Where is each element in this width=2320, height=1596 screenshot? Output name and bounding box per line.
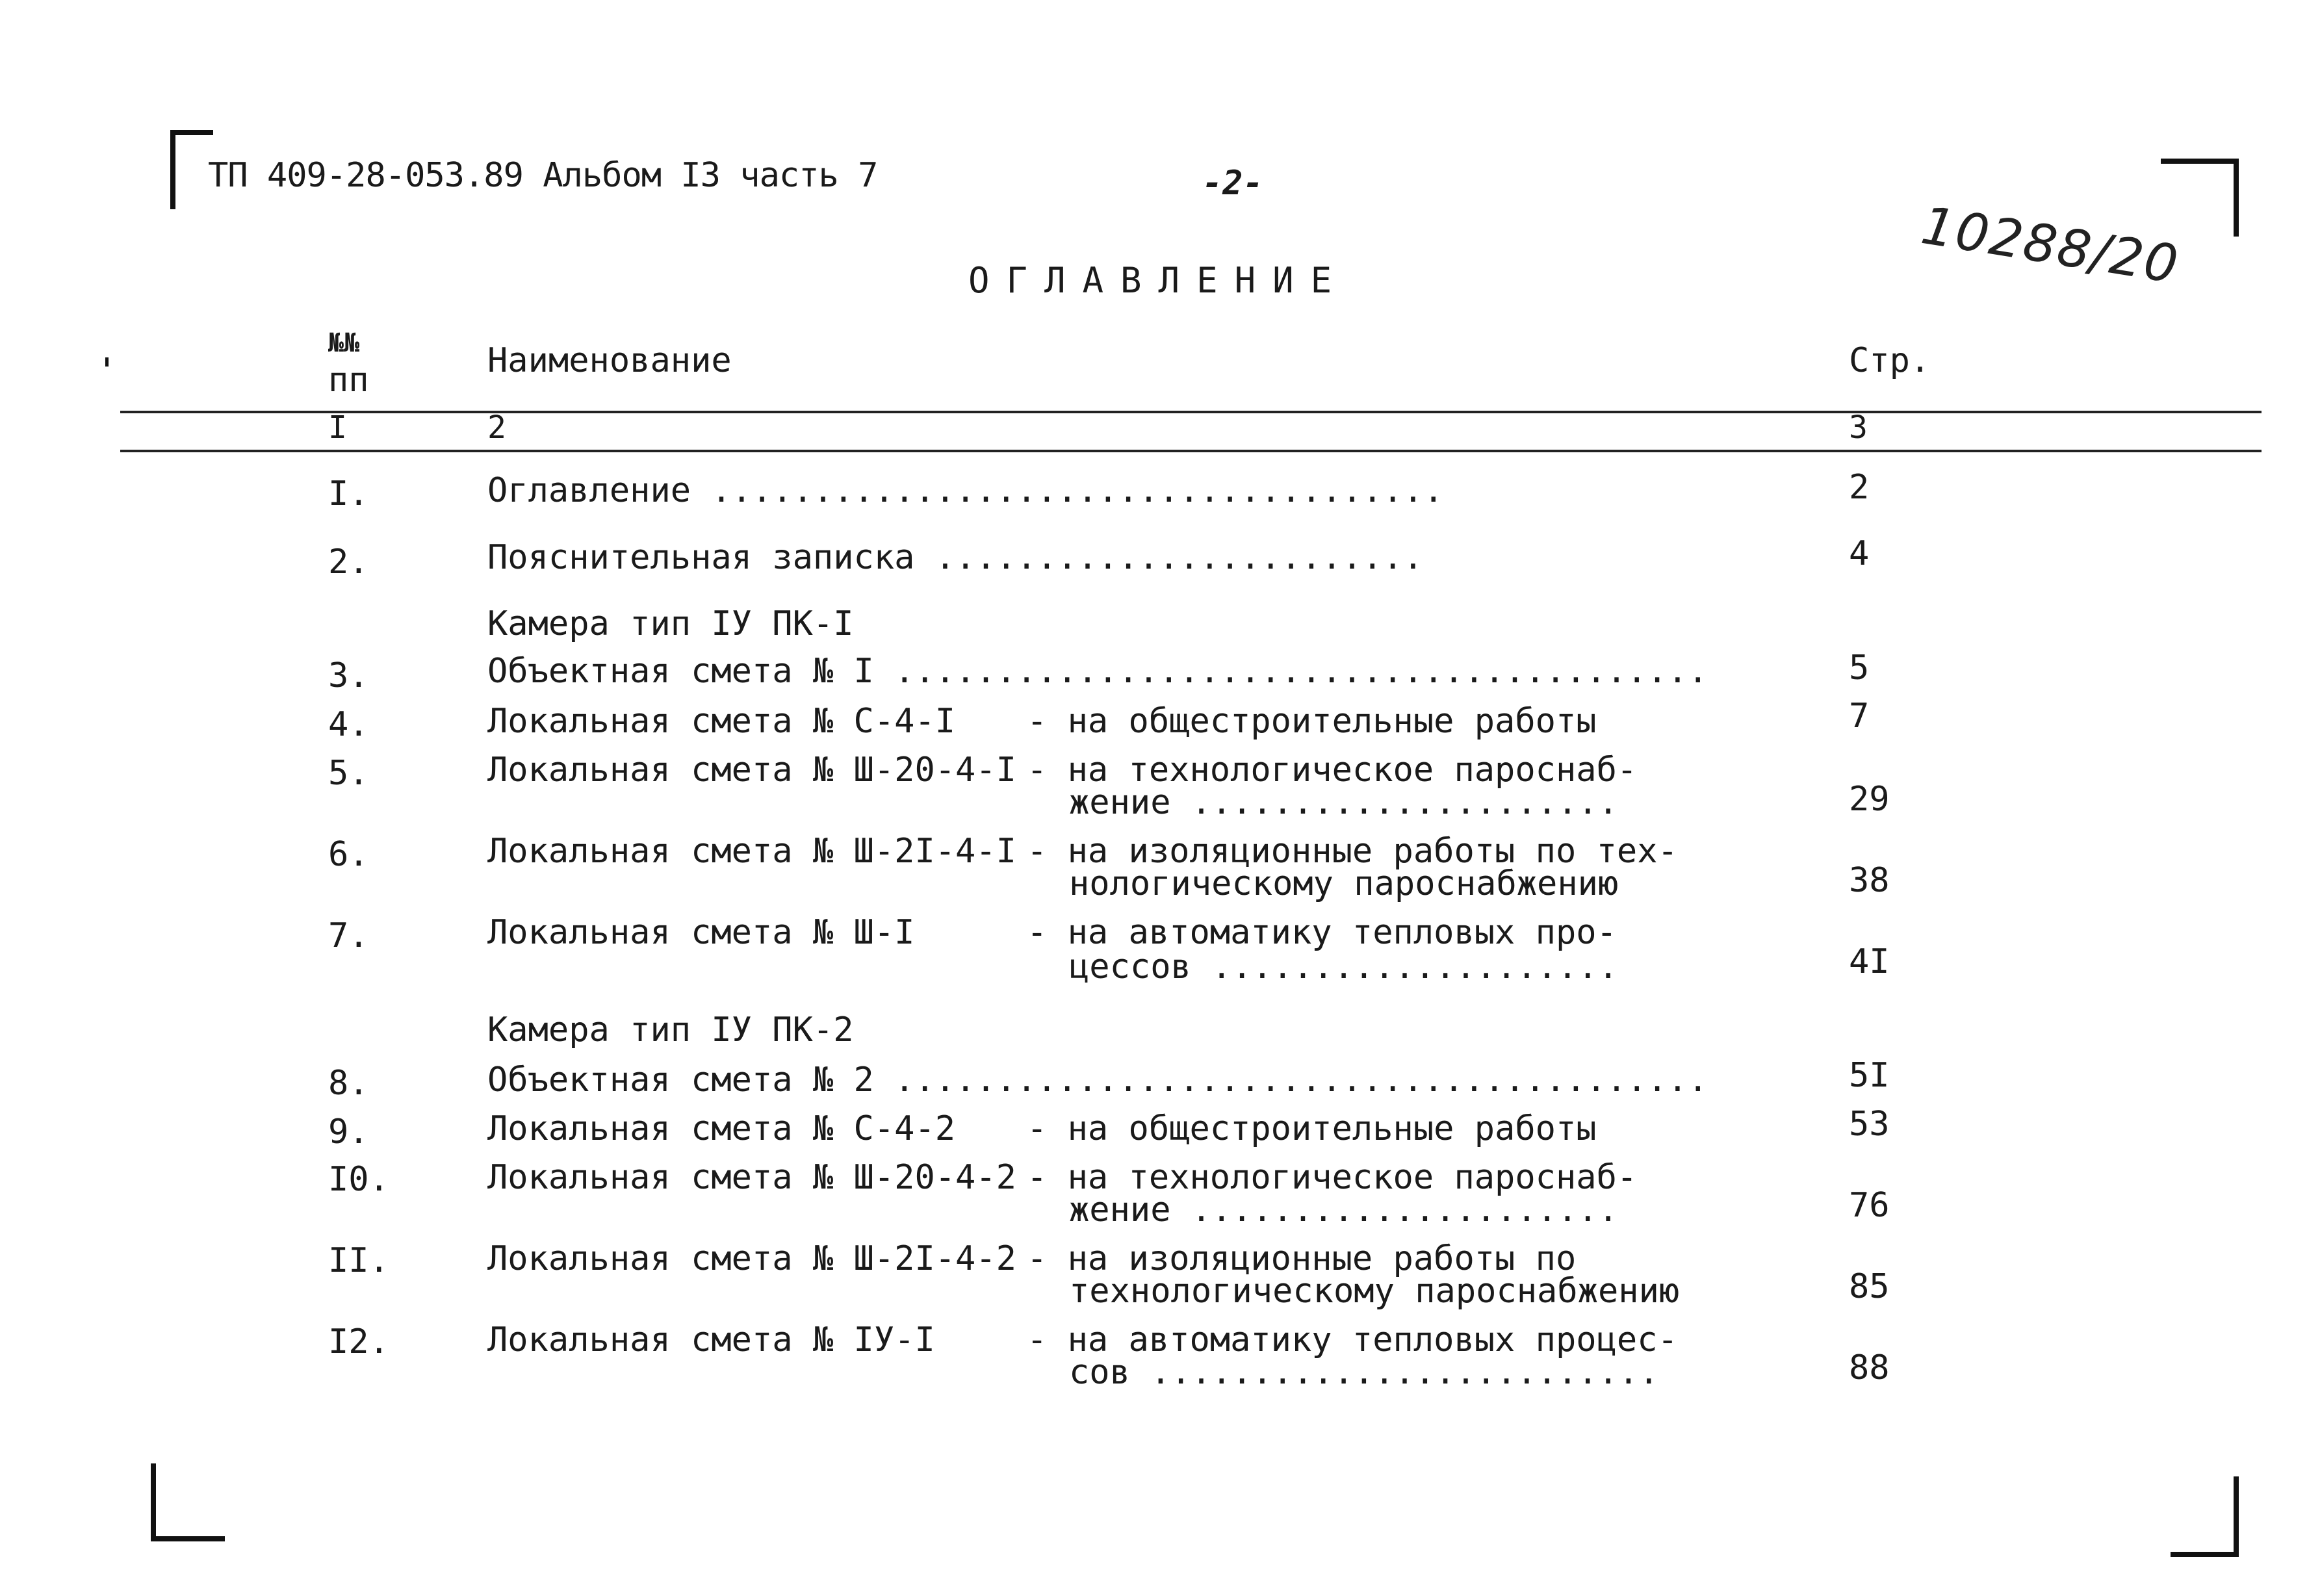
toc-row-text: Пояснительная записка ........................ xyxy=(487,538,1424,577)
toc-row-description-continued: нологическому пароснабжению xyxy=(1069,864,1619,903)
toc-row-page: 88 xyxy=(1849,1348,1890,1387)
toc-row-text: Объектная смета № 2 ........................................ xyxy=(487,1061,1708,1100)
toc-row-description-continued: технологическому пароснабжению xyxy=(1069,1272,1680,1311)
toc-row-description: - на автоматику тепловых процес- xyxy=(1027,1320,1678,1359)
toc-row-number: 5. xyxy=(328,754,369,793)
toc-row-page: 76 xyxy=(1849,1186,1890,1225)
toc-row-description: - на общестроительные работы xyxy=(1027,1109,1597,1148)
section-title: Камера тип IУ ПК-I xyxy=(487,604,854,643)
crop-mark-bottom-right-vertical xyxy=(2234,1476,2239,1557)
toc-row-number: 8. xyxy=(328,1064,369,1103)
toc-row-number: I. xyxy=(328,474,369,513)
toc-row-description: - на технологическое пароснаб- xyxy=(1027,1158,1638,1197)
toc-row-text: Локальная смета № Ш-20-4-I xyxy=(487,751,1016,790)
toc-row-description: - на общестроительные работы xyxy=(1027,702,1597,741)
toc-row-description: - на технологическое пароснаб- xyxy=(1027,751,1638,790)
toc-row-text: Локальная смета № Ш-2I-4-I xyxy=(487,832,1016,871)
toc-row-description: - на автоматику тепловых про- xyxy=(1027,913,1617,952)
toc-row-page: 4I xyxy=(1849,942,1890,981)
column-header-page: Стр. xyxy=(1849,341,1931,380)
column-index-name: 2 xyxy=(487,409,506,446)
toc-row-description-continued: цессов .................... xyxy=(1069,947,1619,986)
toc-row-text: Локальная смета № Ш-2I-4-2 xyxy=(487,1239,1016,1278)
toc-row-text: Локальная смета № С-4-I xyxy=(487,702,956,741)
toc-row-page: 4 xyxy=(1849,534,1870,573)
toc-row-number: 6. xyxy=(328,835,369,874)
toc-row-description: - на изоляционные работы по тех- xyxy=(1027,832,1678,871)
table-rule-top xyxy=(120,411,2262,413)
column-index-number: I xyxy=(328,409,347,446)
page-number: -2- xyxy=(1202,164,1263,203)
toc-row-text: Объектная смета № I ........................................ xyxy=(487,652,1708,691)
handwritten-inventory-number: 10288/20 xyxy=(1917,195,2184,296)
column-index-page: 3 xyxy=(1849,409,1868,446)
toc-row-page: 29 xyxy=(1849,780,1890,819)
crop-mark-top-right-horizontal xyxy=(2161,159,2239,164)
crop-mark-top-left-horizontal xyxy=(170,130,213,135)
column-header-number-top: №№ xyxy=(328,328,360,358)
document-code: ТП 409-28-053.89 Альбом I3 часть 7 xyxy=(208,156,878,195)
toc-row-number: I0. xyxy=(328,1160,389,1199)
toc-row-text: Оглавление .................................... xyxy=(487,471,1444,510)
column-header-number-bottom: пп xyxy=(328,361,369,400)
toc-row-page: 2 xyxy=(1849,468,1870,507)
crop-mark-top-right-vertical xyxy=(2234,159,2239,237)
toc-row-number: 7. xyxy=(328,916,369,955)
toc-row-number: 9. xyxy=(328,1113,369,1152)
toc-row-number: 3. xyxy=(328,656,369,695)
toc-row-page: 5 xyxy=(1849,649,1870,688)
section-title: Камера тип IУ ПК-2 xyxy=(487,1010,854,1049)
toc-row-number: 4. xyxy=(328,705,369,744)
toc-row-number: I2. xyxy=(328,1322,389,1361)
page-title: ОГЛАВЛЕНИЕ xyxy=(968,260,1349,301)
toc-row-page: 85 xyxy=(1849,1267,1890,1306)
table-rule-bottom xyxy=(120,450,2262,452)
toc-row-description-continued: сов ......................... xyxy=(1069,1353,1659,1392)
toc-row-page: 7 xyxy=(1849,697,1870,736)
toc-row-description: - на изоляционные работы по xyxy=(1027,1239,1577,1278)
toc-row-page: 5I xyxy=(1849,1056,1890,1095)
crop-mark-bottom-right-horizontal xyxy=(2171,1552,2239,1557)
toc-row-text: Локальная смета № Ш-20-4-2 xyxy=(487,1158,1016,1197)
crop-mark-bottom-left-vertical xyxy=(151,1463,156,1541)
toc-row-text: Локальная смета № IУ-I xyxy=(487,1320,935,1359)
toc-row-description-continued: жение ..................... xyxy=(1069,1191,1619,1229)
toc-row-text: Локальная смета № С-4-2 xyxy=(487,1109,956,1148)
crop-mark-bottom-left-horizontal xyxy=(151,1536,225,1541)
toc-row-description-continued: жение ..................... xyxy=(1069,783,1619,822)
toc-row-number: 2. xyxy=(328,543,369,582)
toc-row-page: 38 xyxy=(1849,861,1890,900)
toc-row-page: 53 xyxy=(1849,1105,1890,1144)
column-header-name: Наименование xyxy=(487,341,732,380)
crop-mark-top-left-vertical xyxy=(170,130,175,209)
toc-row-text: Локальная смета № Ш-I xyxy=(487,913,915,952)
stray-mark xyxy=(105,357,109,367)
toc-row-number: II. xyxy=(328,1241,389,1280)
